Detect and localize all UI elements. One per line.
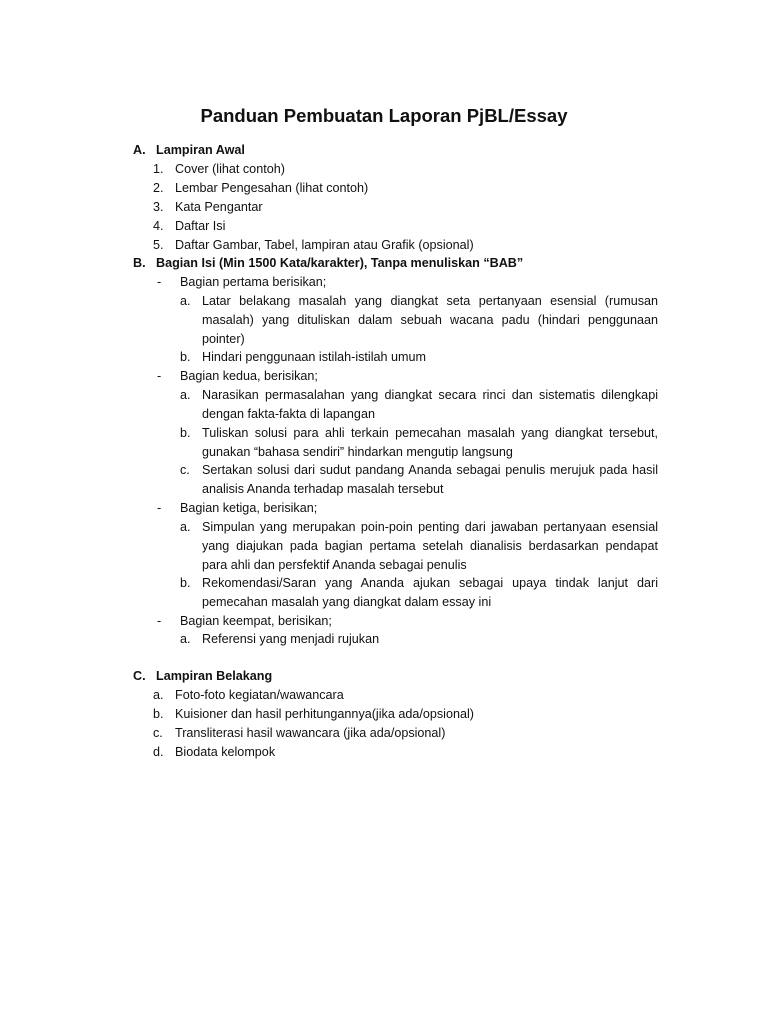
part-label: Bagian ketiga, berisikan; — [180, 501, 318, 515]
list-item-marker: a. — [180, 632, 191, 646]
list-item: Tuliskan solusi para ahli terkain pemecahan masalah yang diangkat tersebut, gunakan “bahasa sendiri” hindarkan mengutip langsung — [202, 426, 658, 459]
list-item: Latar belakang masalah yang diangkat seta pertanyaan esensial (rumusan masalah) yang dituliskan dalam sebuah wacana padu (hindari penggunaan pointer) — [202, 294, 658, 346]
section-a-heading: Lampiran Awal — [156, 143, 245, 157]
list-item-marker: b. — [153, 707, 164, 721]
list-item-marker: b. — [180, 576, 191, 590]
part-marker: - — [157, 369, 162, 383]
list-item-marker: b. — [180, 350, 191, 364]
list-item-marker: a. — [153, 688, 164, 702]
part-label: Bagian kedua, berisikan; — [180, 369, 318, 383]
list-item-marker: 5. — [153, 238, 164, 252]
list-item: Kuisioner dan hasil perhitungannya(jika ada/opsional) — [175, 707, 474, 721]
list-item-marker: b. — [180, 426, 191, 440]
list-item-marker: a. — [180, 388, 191, 402]
list-item: Daftar Isi — [175, 219, 226, 233]
list-item-marker: 1. — [153, 162, 164, 176]
section-c-marker: C. — [133, 669, 146, 683]
list-item-marker: a. — [180, 294, 191, 308]
list-item: Simpulan yang merupakan poin-poin penting dari jawaban pertanyaan esensial yang diajukan pada bagian pertama setelah dianalisis berdasarkan pendapat para ahli dan persfektif Ananda sebagai penulis — [202, 520, 658, 572]
part-label: Bagian pertama berisikan; — [180, 275, 327, 289]
list-item: Cover (lihat contoh) — [175, 162, 285, 176]
list-item: Biodata kelompok — [175, 745, 276, 759]
list-item: Daftar Gambar, Tabel, lampiran atau Grafik (opsional) — [175, 238, 474, 252]
section-b-heading: Bagian Isi (Min 1500 Kata/karakter), Tanpa menuliskan “BAB” — [156, 256, 524, 270]
list-item-marker: 3. — [153, 200, 164, 214]
list-item-marker: a. — [180, 520, 191, 534]
list-item: Hindari penggunaan istilah-istilah umum — [202, 350, 427, 364]
list-item: Kata Pengantar — [175, 200, 263, 214]
part-label: Bagian keempat, berisikan; — [180, 614, 332, 628]
list-item-marker: 2. — [153, 181, 164, 195]
part-marker: - — [157, 614, 162, 628]
list-item: Sertakan solusi dari sudut pandang Ananda sebagai penulis merujuk pada hasil analisis Ananda terhadap masalah tersebut — [202, 463, 658, 496]
list-item-marker: c. — [153, 726, 163, 740]
list-item: Narasikan permasalahan yang diangkat secara rinci dan sistematis dilengkapi dengan fakta-fakta di lapangan — [202, 388, 658, 421]
list-item: Referensi yang menjadi rujukan — [202, 632, 380, 646]
part-marker: - — [157, 275, 162, 289]
list-item-marker: 4. — [153, 219, 164, 233]
section-c-heading: Lampiran Belakang — [156, 669, 273, 683]
document-title: Panduan Pembuatan Laporan PjBL/Essay — [200, 105, 568, 126]
section-a-marker: A. — [133, 143, 146, 157]
part-marker: - — [157, 501, 162, 515]
list-item-marker: d. — [153, 745, 164, 759]
list-item: Lembar Pengesahan (lihat contoh) — [175, 181, 369, 195]
list-item: Rekomendasi/Saran yang Ananda ajukan sebagai upaya tindak lanjut dari pemecahan masalah yang diangkat dalam essay ini — [202, 576, 658, 609]
list-item: Foto-foto kegiatan/wawancara — [175, 688, 344, 702]
section-b-marker: B. — [133, 256, 146, 270]
list-item: Transliterasi hasil wawancara (jika ada/opsional) — [175, 726, 446, 740]
list-item-marker: c. — [180, 463, 190, 477]
